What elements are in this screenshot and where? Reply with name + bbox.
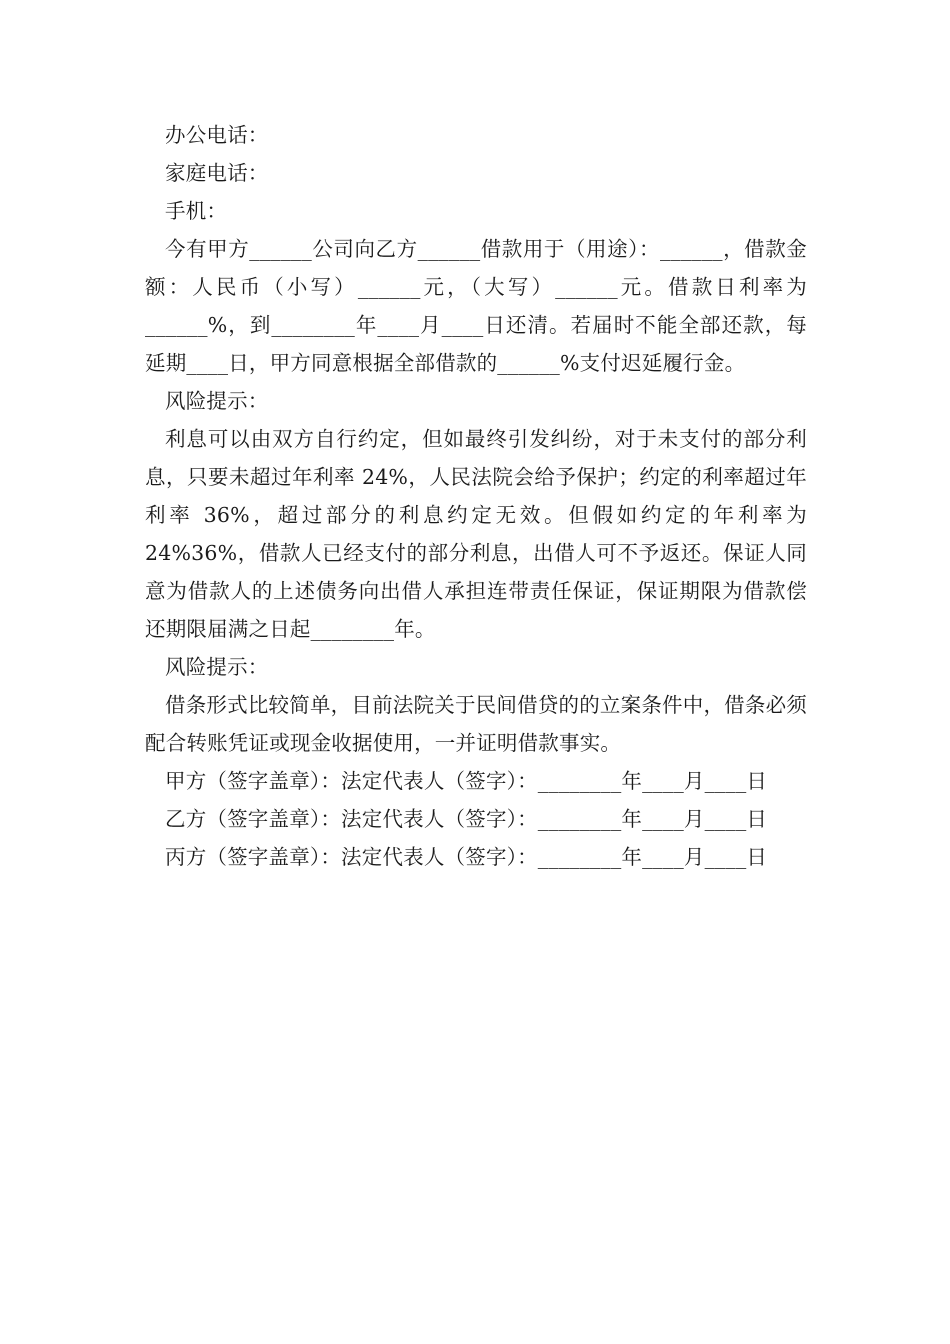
document-page bbox=[145, 116, 807, 876]
home-phone-line: 家庭电话： bbox=[165, 161, 269, 185]
office-phone-line: 办公电话： bbox=[165, 123, 269, 147]
iou-form-paragraph: 借条形式比较简单，目前法院关于民间借贷的的立案条件中，借条必须配合转账凭证或现金收据使用，一并证明借款事实。 bbox=[145, 693, 807, 755]
loan-terms-paragraph: 今有甲方______公司向乙方______借款用于（用途）：______，借款金额：人民币（小写）______元，（大写）______元。借款日利率为______%，到________年____月____日还清。若届时不能全部还款，每延期____日，甲方同意根据全部借款的______%支付迟延履行金。 bbox=[145, 237, 807, 375]
interest-risk-paragraph: 利息可以由双方自行约定，但如最终引发纠纷，对于未支付的部分利息，只要未超过年利率 24%，人民法院会给予保护；约定的利率超过年利率 36%，超过部分的利息约定无效。但假如约定的年利率为 24%36%，借款人已经支付的部分利息，出借人可不予返还。保证人同意为借款人的上述债务向出借人承担连带责任保证，保证期限为借款偿还期限届满之日起________年。 bbox=[145, 427, 807, 641]
risk-warning-heading-1: 风险提示： bbox=[165, 389, 269, 413]
party-a-signature-line: 甲方（签字盖章）：法定代表人（签字）：________年____月____日 bbox=[165, 769, 768, 793]
party-c-signature-line: 丙方（签字盖章）：法定代表人（签字）：________年____月____日 bbox=[165, 845, 768, 869]
risk-warning-heading-2: 风险提示： bbox=[165, 655, 269, 679]
party-b-signature-line: 乙方（签字盖章）：法定代表人（签字）：________年____月____日 bbox=[165, 807, 768, 831]
mobile-phone-line: 手机： bbox=[165, 199, 228, 223]
